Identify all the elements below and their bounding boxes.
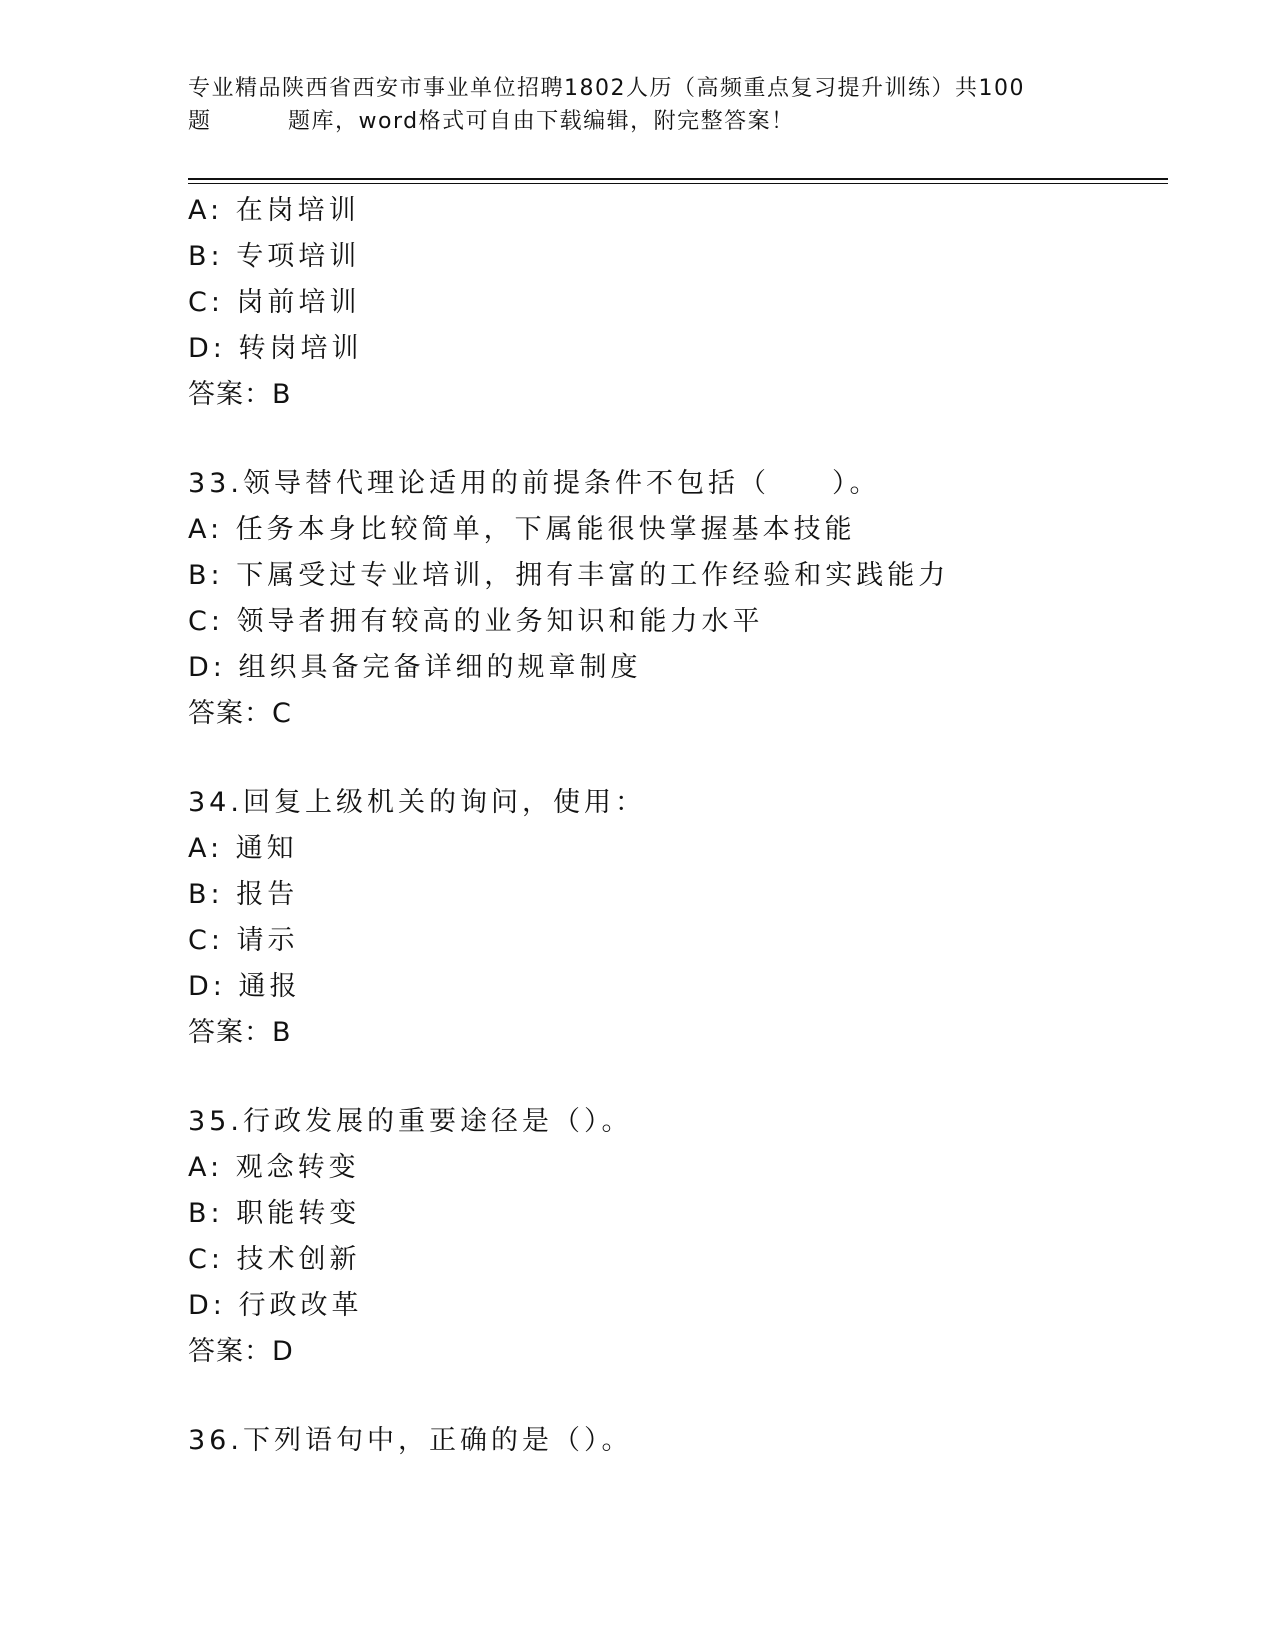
question-text: 36.下列语句中，正确的是（）。 [188, 1425, 633, 1456]
answer-line: 答案：D [188, 1336, 294, 1367]
option-a: A: 通知 [188, 833, 298, 864]
option-d: D: 组织具备完备详细的规章制度 [188, 652, 642, 683]
option-a: A: 观念转变 [188, 1152, 360, 1183]
question-text: 33.领导替代理论适用的前提条件不包括（ ）。 [188, 468, 881, 499]
header-title-line-2 [188, 105, 1068, 138]
question-block-34 [188, 780, 1168, 1056]
option-c: C: 岗前培训 [188, 287, 361, 318]
header-title-line-1: 专业精品陕西省西安市事业单位招聘1802人历（高频重点复习提升训练）共100 [188, 76, 1025, 101]
question-content [188, 188, 1168, 1464]
answer-line: 答案：B [188, 379, 292, 410]
option-c: C: 领导者拥有较高的业务知识和能力水平 [188, 606, 764, 637]
question-block-35 [188, 1099, 1168, 1375]
question-block-36 [188, 1418, 1168, 1464]
option-d: D: 行政改革 [188, 1290, 363, 1321]
header-title-line-2-rest: 题库，word格式可自由下载编辑，附完整答案！ [288, 109, 795, 134]
header-rule-thin [188, 183, 1168, 184]
option-a: A: 在岗培训 [188, 195, 360, 226]
option-c: C: 请示 [188, 925, 299, 956]
option-b: B: 职能转变 [188, 1198, 361, 1229]
question-block-33 [188, 461, 1168, 737]
answer-line: 答案：B [188, 1017, 292, 1048]
option-d: D: 通报 [188, 971, 301, 1002]
question-block-32 [188, 188, 1168, 418]
option-a: A: 任务本身比较简单，下属能很快掌握基本技能 [188, 514, 856, 545]
answer-line: 答案：C [188, 698, 292, 729]
header-title-line-2-lead: 题 [188, 109, 212, 134]
option-d: D: 转岗培训 [188, 333, 363, 364]
question-text: 35.行政发展的重要途径是（）。 [188, 1106, 633, 1137]
option-b: B: 下属受过专业培训，拥有丰富的工作经验和实践能力 [188, 560, 950, 591]
option-b: B: 报告 [188, 879, 299, 910]
question-text: 34.回复上级机关的询问，使用： [188, 787, 646, 818]
header-rule-thick [188, 178, 1168, 180]
option-c: C: 技术创新 [188, 1244, 361, 1275]
option-b: B: 专项培训 [188, 241, 361, 272]
document-header [188, 72, 1068, 138]
